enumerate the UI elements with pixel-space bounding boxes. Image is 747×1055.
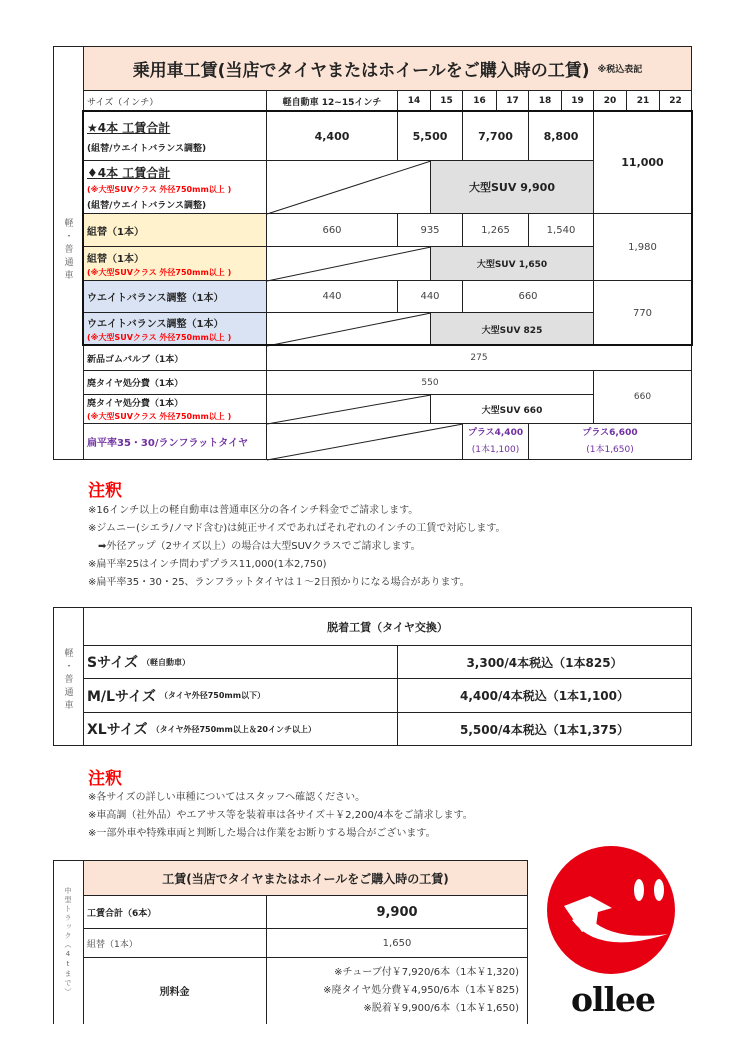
notes1-line: ※扁平率35・30・25、ランフラットタイヤは１～2日預かりになる場合があります。 (88, 577, 470, 588)
row-lowprofile-label: 扁平率35・30/ランフラットタイヤ (87, 438, 249, 449)
row-total4-suv-sub: (組替/ウエイトバランス調整) (87, 200, 207, 211)
row-total4-14-15: 5,500 (397, 111, 463, 161)
row-lowprofile-b (528, 423, 692, 460)
table1-title: 乗用車工賃(当店でタイヤまたはホイールをご購入時の工賃) (132, 61, 590, 81)
table2-title: 脱着工賃（タイヤ交換） (83, 607, 692, 646)
row-disposal-label: 廃タイヤ処分費（1本） (87, 379, 184, 389)
notes2-line: ※各サイズの詳しい車種についてはスタッフへ確認ください。 (88, 792, 366, 803)
row-mount-18-19: 1,540 (528, 213, 594, 247)
table3-extra-line: ※廃タイヤ処分費￥4,950/6本（1本￥825) (323, 984, 519, 996)
logo-text: ollee (570, 980, 656, 1019)
row-balance-14-15: 440 (397, 280, 463, 313)
table2-row-ml-size: M/Lサイズ (87, 688, 156, 705)
row-mount-suv-label-cell (83, 246, 267, 281)
row-disposal-suv-value: 大型SUV 660 (430, 394, 594, 424)
row-lowprofile-a (462, 423, 529, 460)
table2-row-xl-label (83, 712, 398, 746)
header-size-label: サイズ（インチ） (83, 90, 267, 112)
table2-row-ml-price: 4,400/4本税込（1本1,100） (397, 678, 692, 713)
diagonal-slash (267, 395, 432, 425)
row-lowprofile-a-line2: (1本1,100) (471, 444, 520, 455)
table2-row-s-label (83, 645, 398, 679)
notes2-line: ※車高調（社外品）やエアサス等を装着車は各サイズ＋￥2,200/4本をご請求します。 (88, 810, 473, 821)
notes1 (88, 476, 588, 592)
notes2 (88, 764, 548, 843)
table3-extra-line: ※チューブ付￥7,920/6本（1本￥1,320) (334, 966, 519, 978)
row-balance-suv-value: 大型SUV 825 (430, 312, 594, 346)
table3-total-value: 9,900 (266, 895, 528, 929)
row-disposal-suv-note: (※大型SUVクラス 外径750mm以上 ) (87, 412, 232, 421)
diagonal-slash (267, 247, 432, 282)
row-total4-suv-label (83, 160, 267, 214)
row-mount-14-15: 935 (397, 213, 463, 247)
row-valve-label: 新品ゴムバルブ（1本） (87, 354, 184, 365)
row-balance-20-22: 770 (593, 280, 692, 346)
table2-row-ml-desc: （タイヤ外径750mm以下） (159, 691, 266, 700)
row-mount-label-cell (83, 213, 267, 247)
row-total4-sub: (組替/ウエイトバランス調整) (87, 143, 207, 154)
row-balance-kei: 440 (266, 280, 398, 313)
row-balance-suv-note: (※大型SUVクラス 外径750mm以上 ) (87, 333, 232, 342)
row-total4-suv-note: (※大型SUVクラス 外径750mm以上 ) (87, 184, 232, 194)
table2-row-ml-label (83, 678, 398, 713)
header-inch-15: 15 (430, 90, 463, 112)
table2-row-xl-desc: （タイヤ外径750mm以上＆20インチ以上） (151, 724, 316, 734)
row-total4-suv-na (266, 160, 431, 214)
header-kei: 軽自動車 12~15インチ (266, 90, 398, 112)
header-inch-17: 17 (496, 90, 529, 112)
row-mount-20-22: 1,980 (593, 213, 692, 281)
table2-row-xl-price: 5,500/4本税込（1本1,375） (397, 712, 692, 746)
row-disposal-suv-label: 廃タイヤ処分費（1本） (87, 399, 184, 409)
header-inch-16: 16 (462, 90, 497, 112)
row-balance-suv-label-cell (83, 312, 267, 346)
notes2-title: 注釈 (88, 769, 122, 789)
row-total4-18-19: 8,800 (528, 111, 594, 161)
row-mount-kei: 660 (266, 213, 398, 247)
row-mount-label: 組替（1本） (87, 226, 144, 238)
row-mount-16-17: 1,265 (462, 213, 529, 247)
table3-mount-label: 組替（1本） (83, 928, 267, 958)
row-valve-value: 275 (266, 345, 692, 371)
row-mount-suv-label: 組替（1本） (87, 253, 144, 265)
row-disposal-label-cell (83, 370, 267, 395)
row-total4-20-22: 11,000 (593, 111, 692, 214)
row-disposal-suv-na (266, 394, 431, 424)
row-disposal-value: 550 (266, 370, 594, 395)
notes1-title: 注釈 (88, 481, 122, 501)
tax-note: ※税込表記 (597, 65, 643, 75)
notes1-list (88, 502, 588, 592)
row-lowprofile-label-cell (83, 423, 267, 460)
table2-row-s-size: Sサイズ (87, 655, 138, 671)
diagonal-slash (267, 424, 464, 461)
header-inch-19: 19 (561, 90, 594, 112)
row-total4-title: ★4本 工賃合計 (87, 120, 171, 135)
row-total4-suv-value: 大型SUV 9,900 (430, 160, 594, 214)
table2-row-s-price: 3,300/4本税込（1本825） (397, 645, 692, 679)
row-balance-label-cell (83, 280, 267, 313)
header-inch-21: 21 (626, 90, 660, 112)
table3-title: 工賃(当店でタイヤまたはホイールをご購入時の工賃) (84, 861, 527, 896)
row-balance-16-19: 660 (462, 280, 594, 313)
row-total4-label (83, 111, 267, 161)
table1-title-bar (84, 47, 691, 90)
row-disposal-suv-label-cell (83, 394, 267, 424)
table3-extra-line: ※脱着￥9,900/6本（1本￥1,650) (363, 1002, 519, 1014)
notes1-line: ※16インチ以上の軽自動車は普通車区分の各インチ料金でご請求します。 (88, 505, 419, 516)
diagonal-slash (267, 313, 432, 347)
ollee-logo (538, 838, 688, 1024)
header-inch-14: 14 (397, 90, 431, 112)
table3-side-label: 中型トラック（4tまで） (64, 887, 72, 997)
table3-total-label: 工賃合計（6本） (83, 895, 267, 929)
row-balance-suv-label: ウエイトバランス調整（1本） (87, 319, 224, 330)
table1-side-label: 軽・普通車 (62, 217, 73, 283)
row-valve-label-cell (83, 345, 267, 371)
row-disposal-20-22: 660 (593, 370, 692, 424)
row-mount-suv-value: 大型SUV 1,650 (430, 246, 594, 281)
diagonal-slash (267, 161, 432, 215)
notes2-line: ※一部外車や特殊車両と判断した場合は作業をお断りする場合がございます。 (88, 828, 436, 839)
table3-extra-list (266, 957, 528, 1024)
table2-row-xl-size: XLサイズ (87, 722, 148, 738)
row-balance-suv-na (266, 312, 431, 346)
table3-extra-label: 別料金 (83, 957, 267, 1024)
header-inch-20: 20 (593, 90, 627, 112)
notes1-line: ※ジムニー(シエラ/ノマド含む)は純正サイズであればそれぞれのインチの工賃で対応します。 (88, 523, 506, 534)
row-lowprofile-na (266, 423, 463, 460)
row-total4-suv-title: ♦4本 工賃合計 (87, 165, 171, 180)
row-lowprofile-a-line1: プラス4,400 (467, 427, 524, 438)
row-mount-suv-note: (※大型SUVクラス 外径750mm以上 ) (87, 267, 232, 277)
notes2-list (88, 789, 548, 843)
row-total4-16-17: 7,700 (462, 111, 529, 161)
header-inch-18: 18 (528, 90, 562, 112)
table2-side-label: 軽・普通車 (62, 647, 73, 713)
row-total4-kei: 4,400 (266, 111, 398, 161)
row-lowprofile-b-line2: (1本1,650) (586, 444, 634, 455)
row-balance-label: ウエイトバランス調整（1本） (87, 293, 224, 304)
table2-row-s-desc: （軽自動車） (141, 657, 190, 667)
table3-mount-value: 1,650 (266, 928, 528, 958)
row-mount-suv-na (266, 246, 431, 281)
notes1-line: ➡外径アップ（2サイズ以上）の場合は大型SUVクラスでご請求します。 (98, 541, 421, 552)
notes1-line: ※扁平率25はインチ問わずプラス11,000(1本2,750) (88, 559, 327, 570)
header-inch-22: 22 (659, 90, 692, 112)
row-lowprofile-b-line1: プラス6,600 (582, 427, 638, 438)
